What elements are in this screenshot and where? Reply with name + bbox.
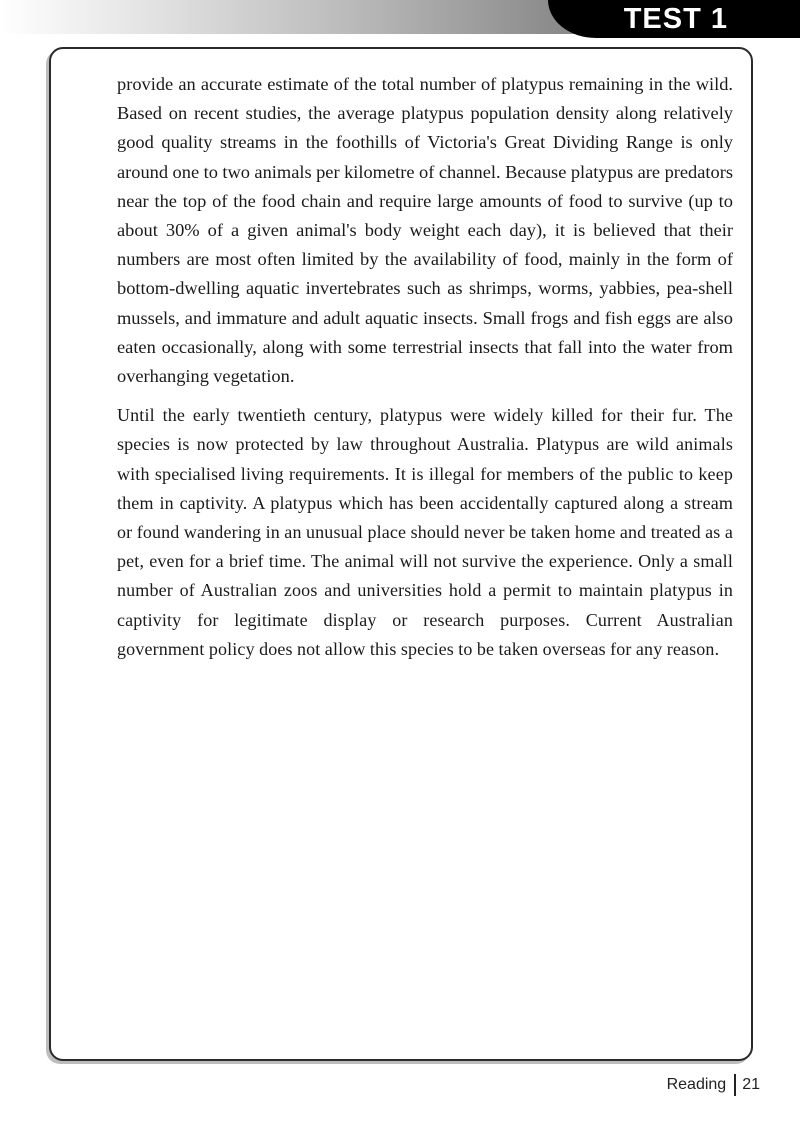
passage-paragraph-2: Until the early twentieth century, platypus were widely killed for their fur. The species is now protected by law throughout Australia. Platypus are wild animals with specialised living requirements. It is illegal for members of the public to keep them in captivity. A platypus which has been accidentally captured along a stream or found wandering in an unusual place should never be taken home and treated as a pet, even for a brief time. The animal will not survive the experience. Only a small number of Australian zoos and universities hold a permit to maintain platypus in captivity for legitimate display or research purposes. Current Australian government policy does not allow this species to be taken overseas for any reason.	[117, 405, 733, 659]
footer-divider	[734, 1074, 736, 1096]
passage-paragraph-1: provide an accurate estimate of the total number of platypus remaining in the wild. Based on recent studies, the average platypus population density along relatively good quality streams in the foothills of Victoria's Great Dividing Range is only around one to two animals per kilometre of channel. Because platypus are predators near the top of the food chain and require large amounts of food to survive (up to about 30% of a given animal's body weight each day), it is believed that their numbers are most often limited by the availability of food, mainly in the form of bottom-dwelling aquatic invertebrates such as shrimps, worms, yabbies, pea-shell mussels, and immature and adult aquatic insects. Small frogs and fish eggs are also eaten occasionally, along with some terrestrial insects that fall into the water from overhanging vegetation.	[117, 74, 733, 387]
reading-passage	[117, 70, 733, 674]
page-number: 21	[742, 1076, 760, 1093]
page-footer	[600, 1072, 760, 1098]
test-label: TEST 1	[623, 2, 728, 35]
section-label: Reading	[666, 1076, 727, 1093]
test-label-tab	[548, 0, 800, 38]
